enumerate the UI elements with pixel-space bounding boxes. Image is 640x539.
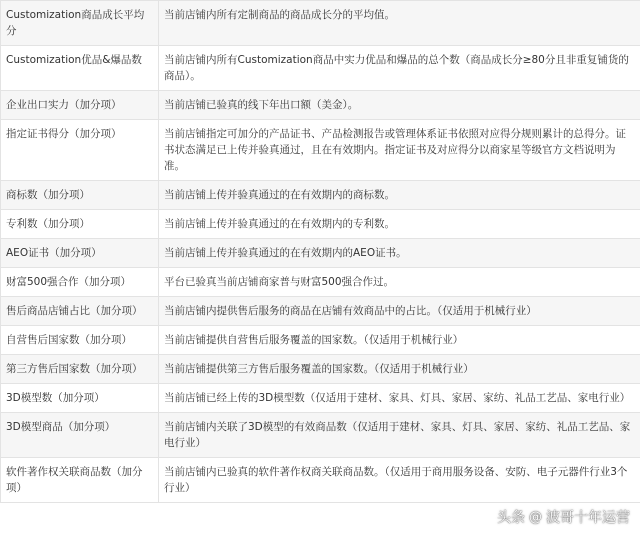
metric-name: 售后商品店铺占比（加分项） <box>1 297 159 326</box>
metric-description: 当前店铺内所有Customization商品中实力优品和爆品的总个数（商品成长分≥80分且非重复铺货的商品）。 <box>159 46 640 91</box>
metric-name: 财富500强合作（加分项） <box>1 268 159 297</box>
table-row <box>1 384 640 413</box>
metric-name: AEO证书（加分项） <box>1 239 159 268</box>
table-row <box>1 91 640 120</box>
metric-description: 平台已验真当前店铺商家普与财富500强合作过。 <box>159 268 640 297</box>
metric-name: 商标数（加分项） <box>1 181 159 210</box>
table-row <box>1 413 640 458</box>
metric-description: 当前店铺已经上传的3D模型数（仅适用于建材、家具、灯具、家居、家纺、礼品工艺品、家电行业） <box>159 384 640 413</box>
metric-description: 当前店铺上传并验真通过的在有效期内的商标数。 <box>159 181 640 210</box>
metric-name: 3D模型数（加分项） <box>1 384 159 413</box>
metric-description: 当前店铺已验真的线下年出口额（美金）。 <box>159 91 640 120</box>
table-row <box>1 326 640 355</box>
table-row <box>1 1 640 46</box>
watermark-prefix: 头条 <box>497 510 525 526</box>
table-row <box>1 458 640 503</box>
metric-description: 当前店铺内提供售后服务的商品在店铺有效商品中的占比。（仅适用于机械行业） <box>159 297 640 326</box>
table-row <box>1 239 640 268</box>
metric-name: 软件著作权关联商品数（加分项） <box>1 458 159 503</box>
metric-description: 当前店铺提供第三方售后服务覆盖的国家数。（仅适用于机械行业） <box>159 355 640 384</box>
metric-name: 第三方售后国家数（加分项） <box>1 355 159 384</box>
watermark <box>497 507 630 527</box>
metric-name: 自营售后国家数（加分项） <box>1 326 159 355</box>
metric-name: Customization优品&爆品数 <box>1 46 159 91</box>
metric-description: 当前店铺内关联了3D模型的有效商品数（仅适用于建材、家具、灯具、家居、家纺、礼品工艺品、家电行业） <box>159 413 640 458</box>
table-row <box>1 268 640 297</box>
watermark-handle: 波哥十年运营 <box>546 510 630 526</box>
table-row <box>1 120 640 181</box>
metric-description: 当前店铺上传并验真通过的在有效期内的AEO证书。 <box>159 239 640 268</box>
metric-description: 当前店铺内已验真的软件著作权商关联商品数。（仅适用于商用服务设备、安防、电子元器件行业3个行业） <box>159 458 640 503</box>
metric-name: 专利数（加分项） <box>1 210 159 239</box>
table-row <box>1 210 640 239</box>
metric-description: 当前店铺指定可加分的产品证书、产品检测报告或管理体系证书依照对应得分规则累计的总得分。证书状态满足已上传并验真通过，且在有效期内。指定证书及对应得分以商家星等级官方文档说明为准。 <box>159 120 640 181</box>
metric-description: 当前店铺内所有定制商品的商品成长分的平均值。 <box>159 1 640 46</box>
at-sign: @ <box>529 509 542 525</box>
metric-name: 3D模型商品（加分项） <box>1 413 159 458</box>
table-row <box>1 297 640 326</box>
table-row <box>1 355 640 384</box>
table-row <box>1 46 640 91</box>
metric-description: 当前店铺上传并验真通过的在有效期内的专利数。 <box>159 210 640 239</box>
metric-name: 指定证书得分（加分项） <box>1 120 159 181</box>
table-row <box>1 181 640 210</box>
metric-name: 企业出口实力（加分项） <box>1 91 159 120</box>
metric-description: 当前店铺提供自营售后服务覆盖的国家数。（仅适用于机械行业） <box>159 326 640 355</box>
metric-name: Customization商品成长平均分 <box>1 1 159 46</box>
